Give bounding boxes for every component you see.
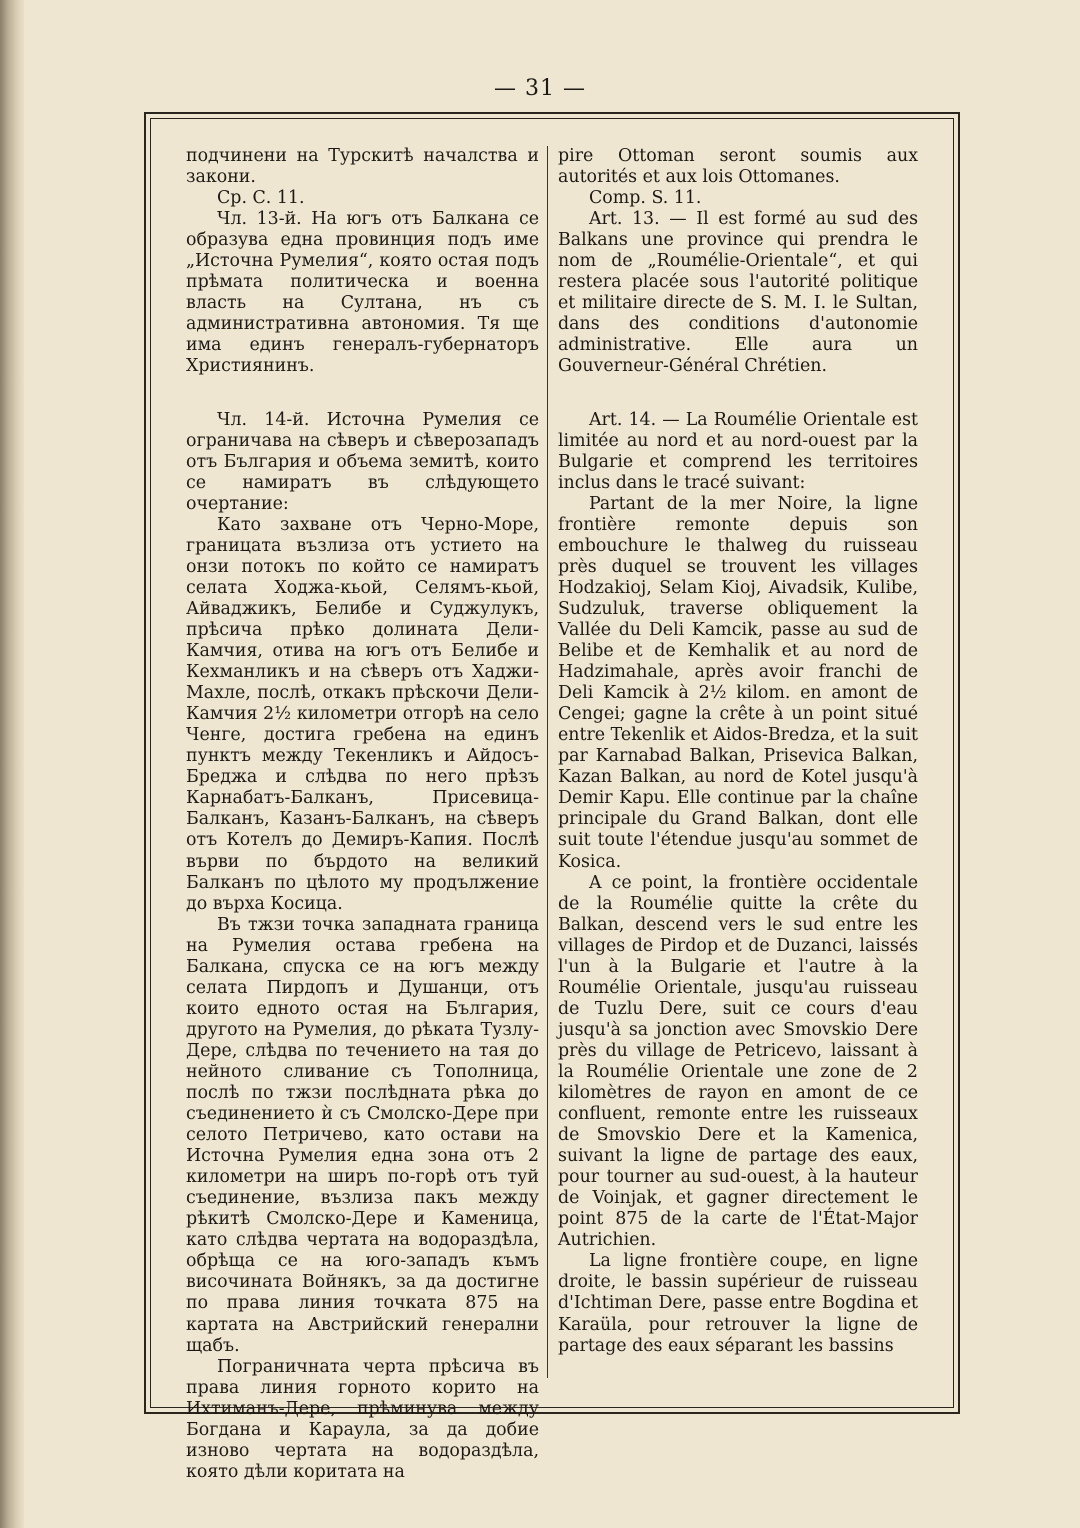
bulgarian-comparison-reference: Ср. С. 11. <box>217 188 305 209</box>
french-comparison-reference: Comp. S. 11. <box>589 188 702 209</box>
french-boundary-paragraph: La ligne frontière coupe, en ligne droite, le bassin supérieur de ruisseau d'Ichtiman Dere, passe entre Bogdina et Karaüla, pour retrouver la ligne de partage des eaux séparant les bassins <box>558 1251 918 1356</box>
bulgarian-column <box>186 146 539 1483</box>
french-article-14-block <box>558 410 918 1357</box>
french-article-14-intro: Art. 14. — La Roumélie Orientale est limitée au nord et au nord-ouest par la Bulgarie et comprend les territoires inclus dans le tracé suivant: <box>558 409 918 493</box>
bulgarian-article-13: Чл. 13-й. На югъ отъ Балкана се образува една провинция подъ име „Источна Румелия“, която остая подъ прѣмата политическа и военна власть на Султана, нъ съ административна автономия. Тя ще има единъ генералъ-губернаторъ Християнинъ. <box>186 209 539 377</box>
french-article-13-block <box>558 146 918 378</box>
bulgarian-article-13-block <box>186 146 539 378</box>
bulgarian-text-paragraph: подчинени на Турскитѣ началства и закони. <box>186 146 539 188</box>
bulgarian-boundary-paragraph: Като захване отъ Черно-Море, границата възлиза отъ устието на онзи потокъ по който се намиратъ селата Ходжа-кьой, Селямъ-кьой, Айваджикъ, Белибе и Суджулукъ, прѣсича прѣко долината Дели-Камчия, отива на югъ отъ Белибе и Кехманликъ и на сѣверъ отъ Хаджи-Махле, послѣ, откакъ прѣскочи Дели-Камчия 2½ километри отгорѣ на село Ченге, достига гребена на единъ пунктъ между Текенликъ и Айдосъ-Бреджа и слѣдва по него прѣзъ Карнабатъ-Балканъ, Присевица-Балканъ, Казанъ-Балканъ, на сѣверъ отъ Котелъ до Демиръ-Капия. Послѣ върви по бърдото на великий Балканъ по цѣлото му продължение до върха Косица. <box>186 514 539 914</box>
page-number: — 31 — <box>494 76 586 101</box>
bulgarian-article-14-block <box>186 410 539 1483</box>
page-binding-edge <box>0 0 24 1528</box>
bulgarian-article-14-intro: Чл. 14-й. Источна Румелия се ограничава на сѣверъ и сѣверозападъ отъ България и объема земитѣ, които се намиратъ въ слѣдующето очертание: <box>186 409 539 514</box>
french-boundary-paragraph: Partant de la mer Noire, la ligne frontière remonte depuis son embouchure le thalweg du ruisseau près duquel se trouvent les villages Hodzakioj, Selam Kioj, Aivadsik, Kulibe, Sudzuluk, traverse obliquement la Vallée du Deli Kamcik, passe au sud de Belibe et de Kemhalik et au nord de Hadzimahale, après avoir franchi de Deli Kamcik à 2½ kilom. en amont de Cengei; gagne la crête à un point situé entre Tekenlik et Aidos-Bredza, et la suit par Karnabad Balkan, Prisevica Balkan, Kazan Balkan, au nord de Kotel jusqu'à Demir Kapu. Elle continue par la chaîne principale du Grand Balkan, dont elle suit toute l'étendue jusqu'au sommet de Kosica. <box>558 493 918 872</box>
french-text-paragraph: pire Ottoman seront soumis aux autorités et aux lois Ottomanes. <box>558 146 918 188</box>
french-boundary-paragraph: A ce point, la frontière occidentale de la Roumélie quitte la crête du Balkan, descend vers le sud entre les villages de Pirdop et de Duzanci, laissés l'un à la Bulgarie et l'autre à la Roumélie Orientale, jusqu'au ruisseau de Tuzlu Dere, suit ce cours d'eau jusqu'à sa jonction avec Smovskio Dere près du village de Petricevo, laissant à la Roumélie Orientale une zone de 2 kilomètres de rayon en amont de ce confluent, remonte entre les ruisseaux de Smovskio Dere et la Kamenica, suivant la ligne de partage des eaux, pour tourner au sud-ouest, à la hauteur de Voinjak, et gagner directement le point 875 de la carte de l'État-Major Autrichien. <box>558 872 918 1251</box>
french-column <box>558 146 918 1357</box>
bulgarian-boundary-paragraph: Пограничната черта прѣсича въ права линия горното корито на Ихтиманъ-Дере, прѣминува между Богдана и Караула, за да добие изново чертата на водораздѣла, която дѣли коритата на <box>186 1356 539 1482</box>
french-article-13: Art. 13. — Il est formé au sud des Balkans une province qui prendra le nom de „Roumélie-Orientale“, et qui restera placée sous l'autorité politique et militaire directe de S. M. I. le Sultan, dans des conditions d'autonomie administrative. Elle aura un Gouverneur-Général Chrétien. <box>558 209 918 377</box>
bulgarian-boundary-paragraph: Въ тжзи точка западната граница на Румелия остава гребена на Балкана, спуска се на югъ между селата Пирдопъ и Душанци, отъ които едното остая на България, другото на Румелия, до рѣката Тузлу-Дере, слѣдва по течението на тая до нейното сливание съ Тополница, послѣ по тжзи послѣдната рѣка до съединението ѝ съ Смолско-Дере при селото Петричево, като остави на Источна Румелия една зона отъ 2 километри на ширъ по-горѣ отъ туй съединение, възлиза пакъ между рѣкитѣ Смолско-Дере и Каменица, като слѣдва чертата на водораздѣла, обрѣща се на юго-западъ къмъ височината Войнякъ, за да достигне по права линия точката 875 на картата на Австрийский генерални щабъ. <box>186 914 539 1356</box>
column-divider <box>547 146 548 1378</box>
